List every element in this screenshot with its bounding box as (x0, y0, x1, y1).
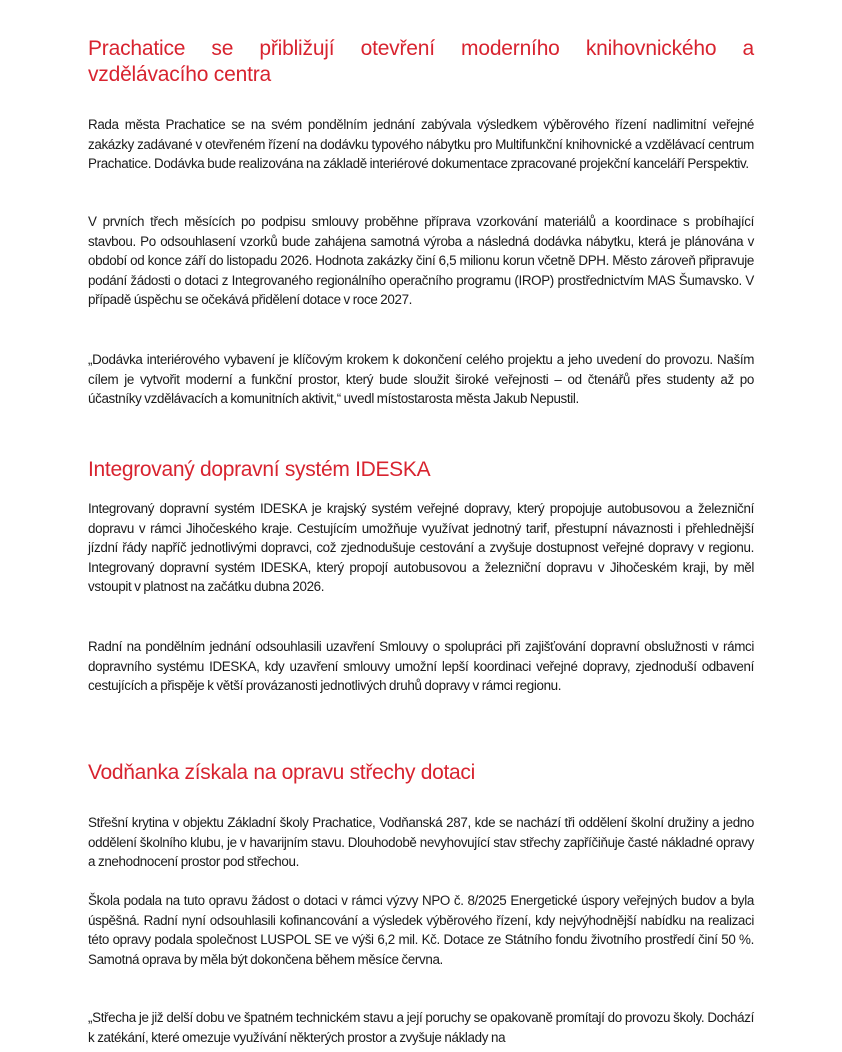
article-paragraph: V prvních třech měsících po podpisu smlouvy proběhne příprava vzorkování materiálů a koordinace s probíhající stavbou. Po odsouhlasení vzorků bude zahájena samotná výroba a následná dodávka nábytku, která je plánována v období od konce září do listopadu 2026. Hodnota zakázky činí 6,5 milionu korun včetně DPH. Město zároveň připravuje podání žádosti o dotaci z Integrovaného regionálního operačního programu (IROP) prostřednictvím MAS Šumavsko. V případě úspěchu se očekává přidělení dotace v roce 2027. (88, 214, 754, 308)
article-quote: „Dodávka interiérového vybavení je klíčovým krokem k dokončení celého projektu a jeho uvedení do provozu. Naším cílem je vytvořit moderní a funkční prostor, který bude sloužit široké veřejnosti – od čtenářů přes studenty až po účastníky vzdělávacích a komunitních aktivit,“ uvedl místostarosta města Jakub Nepustil. (88, 352, 754, 407)
article-quote: „Střecha je již delší dobu ve špatném technickém stavu a její poruchy se opakovaně promítají do provozu školy. Dochází k zatékání, které omezuje využívání některých prostor a zvyšuje náklady na (88, 1010, 754, 1045)
article-paragraph: Radní na pondělním jednání odsouhlasili uzavření Smlouvy o spolupráci při zajišťování dopravní obslužnosti v rámci dopravního systému IDESKA, kdy uzavření smlouvy umožní lepší koordinaci veřejné dopravy, zjednoduší odbavení cestujících a přispěje k větší provázanosti jednotlivých druhů dopravy v rámci regionu. (88, 639, 754, 694)
article-paragraph: Škola podala na tuto opravu žádost o dotaci v rámci výzvy NPO č. 8/2025 Energetické úspory veřejných budov a byla úspěšná. Radní nyní odsouhlasili kofinancování a výsledek výběrového řízení, kdy nejvýhodnější nabídku na realizaci této opravy podala společnost LUSPOL SE ve výši 6,2 mil. Kč. Dotace ze Státního fondu životního prostředí činí 50 %. Samotná oprava by měla být dokončena během měsíce června. (88, 893, 754, 967)
article-heading-library: Prachatice se přibližují otevření moderního knihovnického a vzdělávacího centra (88, 37, 754, 86)
article-paragraph: Střešní krytina v objektu Základní školy Prachatice, Vodňanská 287, kde se nachází tři oddělení školní družiny a jedno oddělení školního klubu, je v havarijním stavu. Dlouhodobě nevyhovující stav střechy zapříčiňuje časté nákladné opravy a znehodnocení prostor pod střechou. (88, 815, 754, 870)
article-paragraph: Integrovaný dopravní systém IDESKA je krajský systém veřejné dopravy, který propojuje autobusovou a železniční dopravu v rámci Jihočeského kraje. Cestujícím umožňuje využívat jednotný tarif, přestupní návaznosti i přehlednější jízdní řády napříč jednotlivými dopravci, což zjednodušuje cestování a zvyšuje dostupnost veřejné dopravy v regionu. Integrovaný dopravní systém IDESKA, který propojí autobusovou a železniční dopravu v Jihočeském kraji, by měl vstoupit v platnost na začátku dubna 2026. (88, 501, 754, 595)
article-paragraph: Rada města Prachatice se na svém pondělním jednání zabývala výsledkem výběrového řízení nadlimitní veřejné zakázky zadávané v otevřeném řízení na dodávku typového nábytku pro Multifunkční knihovnické a vzdělávací centrum Prachatice. Dodávka bude realizována na základě interiérové dokumentace zpracované projekční kanceláří Perspektiv. (88, 117, 754, 172)
article-heading-ideska: Integrovaný dopravní systém IDESKA (88, 458, 431, 481)
article-heading-vodnanka: Vodňanka získala na opravu střechy dotaci (88, 761, 475, 784)
